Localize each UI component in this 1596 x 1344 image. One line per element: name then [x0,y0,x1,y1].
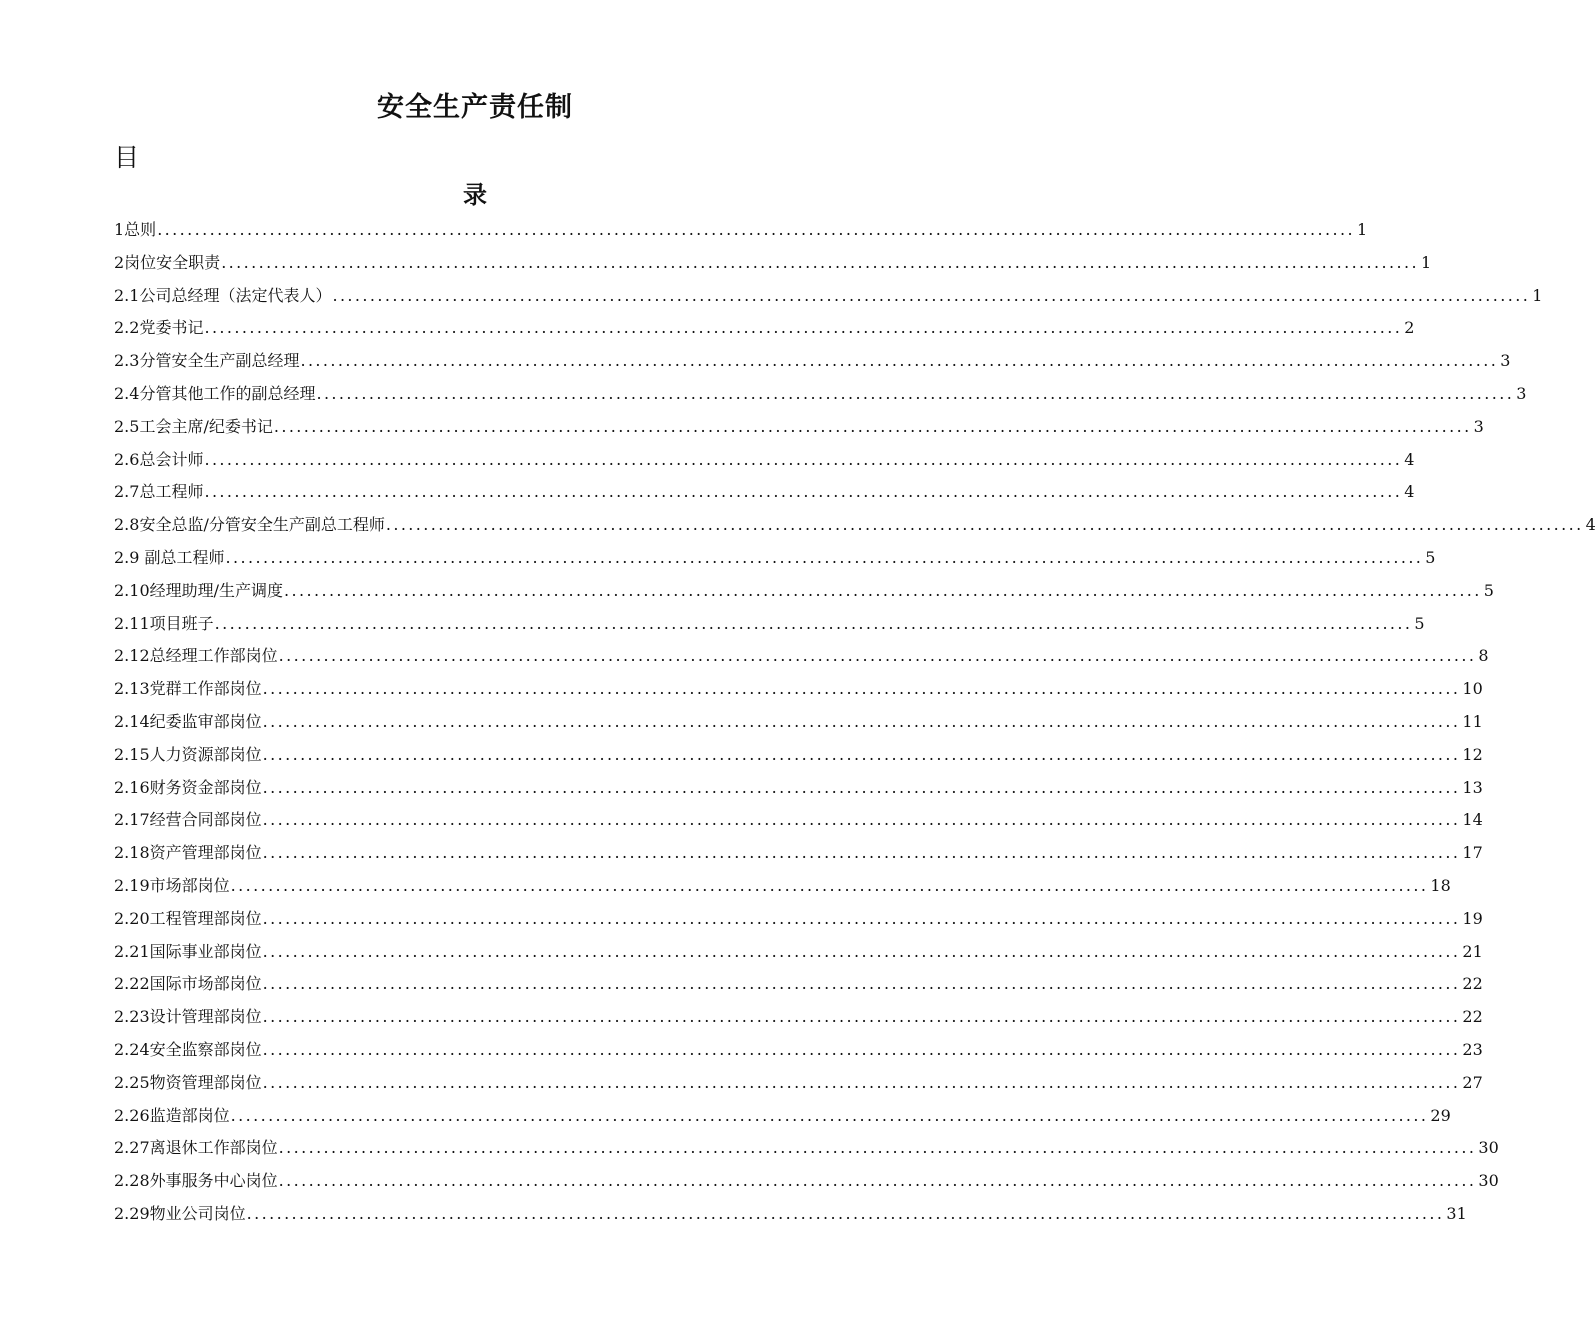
toc-entry-page-number: 30 [1478,1138,1499,1158]
toc-entry-page-number: 12 [1462,744,1483,764]
toc-dot-leader: ................................................................................................................................................................ [262,941,1461,961]
toc-entry-label: 2.11项目班子 [114,613,214,633]
toc-entry-label: 2.20工程管理部岗位 [114,908,262,928]
toc-entry[interactable] [114,411,1484,444]
toc-dot-leader: ................................................................................................................................................................ [385,515,1584,535]
document-title: 安全生产责任制 [377,92,573,123]
toc-dot-leader: ................................................................................................................................................................ [214,613,1413,633]
toc-entry-label: 2.10经理助理/生产调度 [114,580,284,600]
toc-entry-label: 2.18资产管理部岗位 [114,843,262,863]
toc-dot-leader: ................................................................................................................................................................ [284,580,1482,600]
toc-entry[interactable] [114,1132,1499,1165]
toc-entry-page-number: 22 [1462,1007,1483,1027]
toc-entry-page-number: 5 [1425,547,1436,567]
toc-entry-page-number: 10 [1462,679,1483,699]
toc-entry-page-number: 8 [1478,646,1489,666]
toc-entry[interactable] [114,772,1483,805]
toc-dot-leader: ................................................................................................................................................................ [262,843,1461,863]
toc-entry-label: 2.15人力资源部岗位 [114,744,262,764]
toc-entry-page-number: 11 [1462,711,1483,731]
toc-entry-label: 2.4分管其他工作的副总经理 [114,383,316,403]
toc-entry-label: 2.16财务资金部岗位 [114,777,262,797]
toc-entry-page-number: 4 [1404,482,1415,502]
toc-entry-page-number: 18 [1430,875,1451,895]
toc-entry[interactable] [114,870,1451,903]
toc-entry[interactable] [114,936,1483,969]
toc-entry-label: 2.27离退休工作部岗位 [114,1138,278,1158]
toc-entry-label: 2.13党群工作部岗位 [114,679,262,699]
toc-entry[interactable] [114,608,1425,641]
toc-entry-page-number: 22 [1462,974,1483,994]
toc-dot-leader: ................................................................................................................................................................ [246,1203,1445,1223]
toc-entry-page-number: 13 [1462,777,1483,797]
toc-entry-label: 2.23设计管理部岗位 [114,1007,262,1027]
toc-entry[interactable] [114,1067,1483,1100]
toc-dot-leader: ................................................................................................................................................................ [262,1007,1461,1027]
toc-entry[interactable] [114,312,1415,345]
toc-entry-page-number: 4 [1404,449,1415,469]
toc-entry-page-number: 1 [1532,285,1543,305]
toc-entry-page-number: 2 [1404,318,1415,338]
toc-entry-label: 2.22国际市场部岗位 [114,974,262,994]
toc-entry-page-number: 5 [1414,613,1425,633]
toc-entry[interactable] [114,903,1483,936]
toc-entry[interactable] [114,1198,1467,1231]
toc-entry-page-number: 3 [1473,416,1484,436]
toc-dot-leader: ................................................................................................................................................................ [300,351,1499,371]
toc-entry-page-number: 1 [1420,252,1432,272]
toc-entry-page-number: 3 [1516,383,1527,403]
toc-entry-label: 2.21国际事业部岗位 [114,941,262,961]
toc-dot-leader: ................................................................................................................................................................ [262,711,1461,731]
toc-entry-label: 2.1公司总经理（法定代表人） [114,285,332,305]
toc-entry-page-number: 4 [1585,515,1596,535]
toc-entry-page-number: 3 [1500,351,1511,371]
toc-dot-leader: ................................................................................................................................................................ [221,252,1419,272]
toc-entry-label: 1总则 [114,220,157,239]
toc-dot-leader: ................................................................................................................................................................ [332,285,1531,305]
toc-dot-leader: ................................................................................................................................................................ [262,1039,1461,1059]
toc-entry[interactable] [114,444,1415,477]
toc-dot-leader: ................................................................................................................................................................ [225,547,1424,567]
toc-entry[interactable] [114,476,1415,509]
toc-entry[interactable] [114,1034,1483,1067]
toc-entry-label: 2.12总经理工作部岗位 [114,646,278,666]
toc-entry[interactable] [114,345,1511,378]
toc-dot-leader: ................................................................................................................................................................ [204,482,1403,502]
toc-entry-label: 2.19市场部岗位 [114,875,230,895]
toc-dot-leader: ................................................................................................................................................................ [273,416,1472,436]
toc-dot-leader: ................................................................................................................................................................ [278,1138,1477,1158]
toc-dot-leader: ................................................................................................................................................................ [157,220,1355,239]
toc-dot-leader: ................................................................................................................................................................ [278,646,1477,666]
toc-entry[interactable] [114,575,1494,608]
toc-entry-label: 2.6总会计师 [114,449,204,469]
toc-entry[interactable] [114,1100,1451,1133]
toc-entry-page-number: 31 [1446,1203,1467,1223]
toc-entry-label: 2.7总工程师 [114,482,204,502]
toc-entry[interactable] [114,673,1483,706]
toc-dot-leader: ................................................................................................................................................................ [262,777,1461,797]
toc-dot-leader: ................................................................................................................................................................ [262,810,1461,830]
toc-entry-page-number: 27 [1462,1072,1483,1092]
toc-entry[interactable] [114,1001,1483,1034]
toc-entry-page-number: 1 [1356,220,1368,239]
toc-entry-label: 2.8安全总监/分管安全生产副总工程师 [114,515,385,535]
toc-entry[interactable] [114,804,1483,837]
toc-entry-page-number: 5 [1483,580,1494,600]
toc-entry-label: 2.2党委书记 [114,318,204,338]
toc-entry-label: 2.28外事服务中心岗位 [114,1171,278,1191]
toc-entry-label: 2.24安全监察部岗位 [114,1039,262,1059]
toc-entry[interactable] [114,509,1596,542]
toc-entry-label: 2.3分管安全生产副总经理 [114,351,300,371]
toc-entry[interactable] [114,640,1489,673]
toc-dot-leader: ................................................................................................................................................................ [262,974,1461,994]
toc-entry-label: 2岗位安全职责 [114,252,221,272]
toc-entry-page-number: 19 [1462,908,1483,928]
toc-entry[interactable] [114,247,1432,280]
toc-entry-page-number: 30 [1478,1171,1499,1191]
toc-entry[interactable] [114,214,1368,247]
toc-dot-leader: ................................................................................................................................................................ [204,449,1403,469]
toc-dot-leader: ................................................................................................................................................................ [262,908,1461,928]
toc-entry[interactable] [114,378,1527,411]
toc-dot-leader: ................................................................................................................................................................ [230,875,1429,895]
toc-entry-label: 2.25物资管理部岗位 [114,1072,262,1092]
toc-dot-leader: ................................................................................................................................................................ [262,744,1461,764]
toc-dot-leader: ................................................................................................................................................................ [262,1072,1461,1092]
toc-dot-leader: ................................................................................................................................................................ [230,1105,1429,1125]
toc-entry-page-number: 29 [1430,1105,1451,1125]
toc-entry-label: 2.17经营合同部岗位 [114,810,262,830]
table-of-contents [114,214,1596,1231]
toc-entry[interactable] [114,837,1483,870]
toc-entry[interactable] [114,542,1436,575]
toc-entry-label: 2.26监造部岗位 [114,1105,230,1125]
toc-heading-part1: 目 [114,143,140,172]
toc-entry[interactable] [114,706,1483,739]
toc-entry[interactable] [114,968,1483,1001]
toc-entry[interactable] [114,1165,1499,1198]
toc-entry-label: 2.29物业公司岗位 [114,1203,246,1223]
toc-entry[interactable] [114,739,1483,772]
toc-dot-leader: ................................................................................................................................................................ [278,1171,1477,1191]
toc-dot-leader: ................................................................................................................................................................ [204,318,1403,338]
toc-dot-leader: ................................................................................................................................................................ [262,679,1461,699]
toc-entry[interactable] [114,280,1543,313]
toc-entry-label: 2.14纪委监审部岗位 [114,711,262,731]
toc-entry-label: 2.9 副总工程师 [114,547,225,567]
toc-entry-label: 2.5工会主席/纪委书记 [114,416,273,436]
toc-heading-part2: 录 [463,181,487,209]
toc-dot-leader: ................................................................................................................................................................ [316,383,1515,403]
toc-entry-page-number: 14 [1462,810,1483,830]
toc-entry-page-number: 17 [1462,843,1483,863]
toc-entry-page-number: 21 [1462,941,1483,961]
toc-entry-page-number: 23 [1462,1039,1483,1059]
